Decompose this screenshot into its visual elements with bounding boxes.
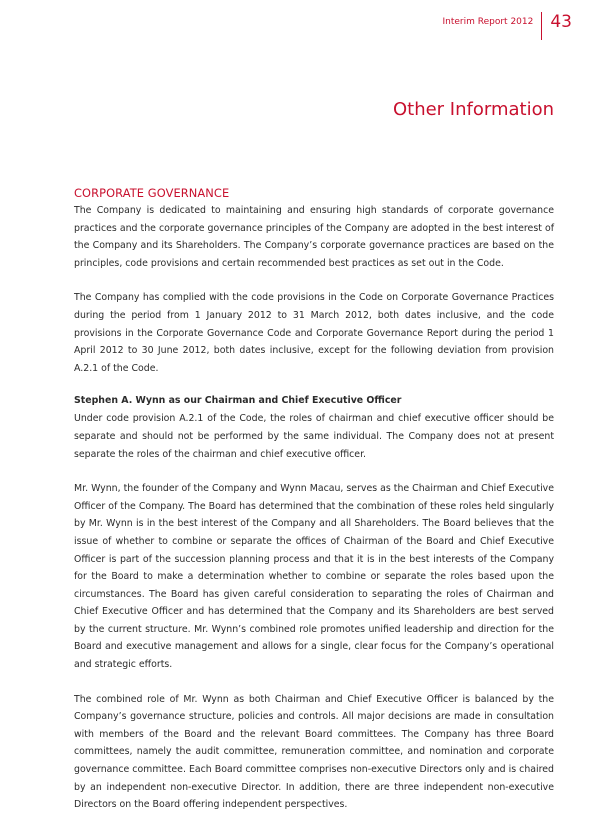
- page-header: [443, 12, 573, 40]
- paragraph: The Company is dedicated to maintaining and ensuring high standards of corporate governance practices and the corporate governance principles of the Company are adopted in the best interest of the Company and its Shareholders. The Company’s corporate governance practices are based on the principles, code provisions and certain recommended best practices as set out in the Code.: [74, 205, 554, 269]
- section-heading: CORPORATE GOVERNANCE: [74, 186, 230, 200]
- report-name: Interim Report 2012: [442, 17, 534, 27]
- subsection-heading: Stephen A. Wynn as our Chairman and Chief Executive Officer: [74, 395, 402, 407]
- page-title: Other Information: [392, 99, 554, 120]
- paragraph: Under code provision A.2.1 of the Code, the roles of chairman and chief executive officer should be separate and should not be performed by the same individual. The Company does not at present separate the roles of the chairman and chief executive officer.: [74, 413, 554, 460]
- page-number: 43: [550, 12, 572, 32]
- main-content: [74, 186, 554, 831]
- paragraph: The combined role of Mr. Wynn as both Chairman and Chief Executive Officer is balanced by the Company’s governance structure, policies and controls. All major decisions are made in consultation with members of the Board and the relevant Board committees. The Company has three Board committees, namely the audit committee, remuneration committee, and nomination and corporate governance committee. Each Board committee comprises non-executive Directors only and is chaired by an independent non-executive Director. In addition, there are three independent non-executive Directors on the Board offering independent perspectives.: [74, 693, 554, 811]
- paragraph: The Company has complied with the code provisions in the Code on Corporate Governance Practices during the period from 1 January 2012 to 31 March 2012, both dates inclusive, and the code provisions in the Corporate Governance Code and Corporate Governance Report during the period 1 April 2012 to 30 June 2012, both dates inclusive, except for the following deviation from provision A.2.1 of the Code.: [74, 292, 554, 374]
- paragraph: Mr. Wynn, the founder of the Company and Wynn Macau, serves as the Chairman and Chief Executive Officer of the Company. The Board has determined that the combination of these roles held singularly by Mr. Wynn is in the best interest of the Company and all Shareholders. The Board believes that the issue of whether to combine or separate the offices of Chairman of the Board and Chief Executive Officer is part of the succession planning process and that it is in the best interests of the Company for the Board to make a determination whether to combine or separate the roles based upon the circumstances. The Board has given careful consideration to separating the roles of Chairman and Chief Executive Officer and has determined that the Company and its Shareholders are best served by the current structure. Mr. Wynn’s combined role promotes unified leadership and direction for the Board and executive management and allows for a single, clear focus for the Company’s operational and strategic efforts.: [74, 483, 554, 671]
- header-divider: [541, 12, 542, 40]
